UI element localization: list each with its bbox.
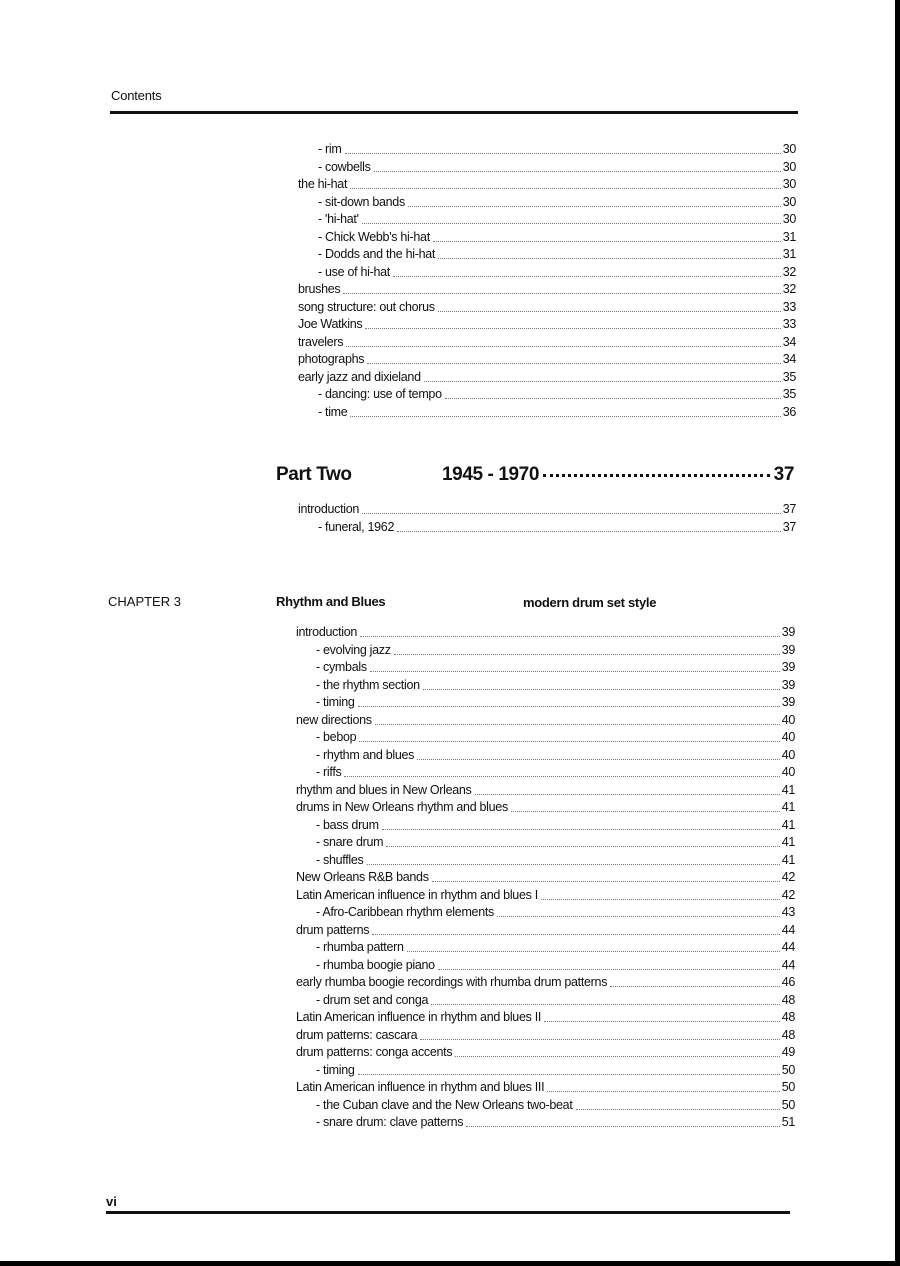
part-two-label: Part Two bbox=[276, 464, 352, 485]
toc-entry[interactable] bbox=[296, 783, 795, 801]
toc-entry[interactable] bbox=[296, 975, 795, 993]
toc-entry-title: New Orleans R&B bands bbox=[296, 870, 429, 884]
toc-entry[interactable] bbox=[296, 800, 795, 818]
part-two-page: 37 bbox=[773, 464, 794, 485]
toc-entry-page: 44 bbox=[781, 940, 795, 954]
toc-entry[interactable] bbox=[296, 678, 795, 696]
leader-dots bbox=[423, 689, 780, 690]
toc-entry-page: 35 bbox=[782, 369, 796, 384]
toc-entry[interactable] bbox=[296, 993, 795, 1011]
toc-entry-title: introduction bbox=[296, 625, 358, 639]
toc-entry-title: - the Cuban clave and the New Orleans two-beat bbox=[316, 1097, 573, 1112]
leader-dots bbox=[397, 531, 781, 532]
toc-entry-page: 30 bbox=[782, 142, 796, 156]
toc-entry-title: - rim bbox=[318, 142, 342, 156]
toc-entry-page: 46 bbox=[781, 975, 795, 989]
leader-dots bbox=[408, 206, 781, 207]
toc-entry[interactable] bbox=[296, 940, 795, 958]
toc-entry-title: - rhumba pattern bbox=[316, 940, 404, 954]
page-number: vi bbox=[106, 1194, 117, 1209]
chapter-title: Rhythm and Blues bbox=[276, 594, 386, 609]
toc-entry-page: 31 bbox=[782, 229, 796, 244]
leader-dots bbox=[374, 171, 781, 172]
toc-entry[interactable] bbox=[296, 1098, 795, 1116]
leader-dots bbox=[576, 1109, 780, 1110]
leader-dots bbox=[432, 881, 780, 882]
toc-entry[interactable] bbox=[298, 212, 796, 230]
leader-dots bbox=[394, 654, 780, 655]
toc-entry-title: - cymbals bbox=[316, 660, 367, 674]
toc-entry-title: drum patterns: cascara bbox=[296, 1027, 418, 1042]
scan-edge-right bbox=[895, 0, 900, 1266]
toc-entry-page: 36 bbox=[782, 404, 796, 419]
leader-dots bbox=[370, 671, 780, 672]
toc-entry-page: 50 bbox=[781, 1062, 795, 1077]
toc-entry-page: 44 bbox=[781, 922, 795, 937]
toc-entry[interactable] bbox=[298, 502, 796, 520]
toc-entry-title: - funeral, 1962 bbox=[318, 519, 395, 534]
toc-entry-title: new directions bbox=[296, 712, 372, 727]
running-head: Contents bbox=[111, 88, 162, 103]
toc-entry[interactable] bbox=[296, 1010, 795, 1028]
leader-dots bbox=[350, 188, 781, 189]
leader-dots bbox=[438, 311, 781, 312]
toc-entry[interactable] bbox=[298, 317, 796, 335]
leader-dots bbox=[393, 276, 781, 277]
toc-entry-page: 37 bbox=[782, 519, 796, 534]
toc-entry-page: 50 bbox=[781, 1097, 795, 1112]
leader-dots bbox=[358, 1074, 780, 1075]
toc-entry[interactable] bbox=[296, 818, 795, 836]
toc-entry-page: 35 bbox=[782, 387, 796, 401]
toc-entry-title: Latin American influence in rhythm and blues III bbox=[296, 1080, 545, 1094]
toc-entry-title: - timing bbox=[316, 1062, 355, 1077]
leader-dots bbox=[350, 416, 780, 417]
toc-entry-title: - snare drum: clave patterns bbox=[316, 1115, 464, 1129]
leader-dots bbox=[610, 986, 780, 987]
toc-entry[interactable] bbox=[296, 1028, 795, 1046]
toc-entry-title: drum patterns bbox=[296, 922, 370, 937]
toc-entry[interactable] bbox=[296, 1115, 795, 1133]
toc-entry-page: 49 bbox=[781, 1045, 795, 1059]
toc-entry[interactable] bbox=[298, 352, 796, 370]
toc-entry-page: 31 bbox=[782, 247, 796, 261]
toc-entry[interactable] bbox=[296, 905, 795, 923]
toc-entry[interactable] bbox=[296, 888, 795, 906]
toc-entry-page: 32 bbox=[782, 282, 796, 296]
toc-entry-title: early rhumba boogie recordings with rhumba drum patterns bbox=[296, 975, 608, 989]
toc-entry[interactable] bbox=[296, 958, 795, 976]
toc-entry-page: 40 bbox=[781, 730, 795, 744]
toc-entry-page: 42 bbox=[781, 870, 795, 884]
toc-entry-title: song structure: out chorus bbox=[298, 299, 435, 314]
leader-dots bbox=[438, 969, 780, 970]
toc-entry-page: 39 bbox=[781, 695, 795, 709]
toc-entry-page: 34 bbox=[782, 334, 796, 349]
toc-entry-page: 32 bbox=[782, 264, 796, 279]
chapter-label: CHAPTER 3 bbox=[108, 594, 181, 609]
toc-entry-title: the hi-hat bbox=[298, 177, 348, 191]
leader-dots bbox=[343, 293, 780, 294]
leader-dots bbox=[547, 1091, 779, 1092]
toc-entry[interactable] bbox=[298, 160, 796, 178]
toc-entry[interactable] bbox=[296, 748, 795, 766]
leader-dots bbox=[431, 1004, 780, 1005]
toc-entry-title: drum patterns: conga accents bbox=[296, 1045, 453, 1059]
toc-entry-title: - Chick Webb's hi-hat bbox=[318, 229, 430, 244]
toc-entry-title: Latin American influence in rhythm and blues II bbox=[296, 1010, 542, 1024]
toc-entry-title: brushes bbox=[298, 282, 341, 296]
part-two-years: 1945 - 1970 bbox=[442, 464, 540, 485]
toc-entry-title: - time bbox=[318, 404, 348, 419]
toc-entry-title: travelers bbox=[298, 334, 344, 349]
leader-dots bbox=[420, 1039, 779, 1040]
toc-entry[interactable] bbox=[298, 370, 796, 388]
toc-entry-title: - Afro-Caribbean rhythm elements bbox=[316, 905, 494, 919]
part-two-leader-dots bbox=[543, 474, 770, 477]
toc-entry-title: - rhumba boogie piano bbox=[316, 957, 435, 972]
toc-entry[interactable] bbox=[298, 230, 796, 248]
toc-entry[interactable] bbox=[298, 282, 796, 300]
toc-entry[interactable] bbox=[296, 695, 795, 713]
leader-dots bbox=[345, 153, 781, 154]
toc-entry-title: - timing bbox=[316, 695, 355, 709]
toc-entry-page: 40 bbox=[781, 765, 795, 779]
toc-entry[interactable] bbox=[296, 1080, 795, 1098]
toc-entry[interactable] bbox=[296, 853, 795, 871]
toc-entry[interactable] bbox=[298, 247, 796, 265]
toc-entry[interactable] bbox=[296, 923, 795, 941]
toc-entry[interactable] bbox=[296, 1063, 795, 1081]
toc-entry-page: 41 bbox=[781, 852, 795, 867]
toc-entry[interactable] bbox=[298, 195, 796, 213]
toc-entry-title: - 'hi-hat' bbox=[318, 212, 359, 226]
toc-entry-page: 41 bbox=[781, 835, 795, 849]
toc-entry-page: 30 bbox=[782, 177, 796, 191]
toc-entry-page: 30 bbox=[782, 212, 796, 226]
toc-entry-page: 48 bbox=[781, 1027, 795, 1042]
toc-entry-title: - bass drum bbox=[316, 817, 379, 832]
toc-entry-page: 37 bbox=[782, 502, 796, 516]
leader-dots bbox=[367, 363, 780, 364]
toc-section-top bbox=[298, 142, 796, 422]
toc-entry-page: 30 bbox=[782, 194, 796, 209]
toc-entry-page: 41 bbox=[781, 800, 795, 814]
toc-entry-page: 39 bbox=[781, 660, 795, 674]
toc-entry-title: - riffs bbox=[316, 765, 342, 779]
leader-dots bbox=[362, 223, 781, 224]
toc-entry[interactable] bbox=[296, 730, 795, 748]
toc-entry[interactable] bbox=[296, 1045, 795, 1063]
leader-dots bbox=[365, 328, 780, 329]
toc-entry-title: Joe Watkins bbox=[298, 317, 363, 331]
toc-entry[interactable] bbox=[298, 387, 796, 405]
leader-dots bbox=[362, 513, 781, 514]
toc-entry-page: 40 bbox=[781, 747, 795, 762]
toc-entry-page: 30 bbox=[782, 159, 796, 174]
leader-dots bbox=[511, 811, 780, 812]
toc-entry[interactable] bbox=[296, 713, 795, 731]
toc-entry-title: - dancing: use of tempo bbox=[318, 387, 442, 401]
toc-entry[interactable] bbox=[298, 177, 796, 195]
toc-entry-page: 44 bbox=[781, 957, 795, 972]
toc-entry-title: - rhythm and blues bbox=[316, 747, 415, 762]
leader-dots bbox=[372, 934, 779, 935]
leader-dots bbox=[541, 899, 780, 900]
toc-entry-title: Latin American influence in rhythm and blues I bbox=[296, 887, 538, 902]
leader-dots bbox=[346, 346, 780, 347]
leader-dots bbox=[375, 724, 780, 725]
toc-entry-title: - sit-down bands bbox=[318, 194, 405, 209]
leader-dots bbox=[433, 241, 781, 242]
footer-rule bbox=[106, 1211, 790, 1214]
toc-entry-title: - bebop bbox=[316, 730, 357, 744]
toc-entry[interactable] bbox=[296, 625, 795, 643]
toc-entry[interactable] bbox=[298, 265, 796, 283]
leader-dots bbox=[497, 916, 780, 917]
toc-entry[interactable] bbox=[298, 405, 796, 423]
toc-entry[interactable] bbox=[298, 142, 796, 160]
toc-entry-page: 40 bbox=[781, 712, 795, 727]
toc-entry-page: 39 bbox=[781, 677, 795, 692]
toc-entry[interactable] bbox=[296, 660, 795, 678]
leader-dots bbox=[386, 846, 779, 847]
toc-entry-title: - the rhythm section bbox=[316, 677, 420, 692]
toc-entry-title: - use of hi-hat bbox=[318, 264, 390, 279]
toc-entry-title: - Dodds and the hi-hat bbox=[318, 247, 436, 261]
scan-edge-bottom bbox=[0, 1261, 900, 1266]
toc-entry-page: 34 bbox=[782, 352, 796, 366]
leader-dots bbox=[382, 829, 780, 830]
toc-entry[interactable] bbox=[298, 300, 796, 318]
leader-dots bbox=[417, 759, 780, 760]
toc-entry-page: 50 bbox=[781, 1080, 795, 1094]
toc-chapter-3 bbox=[296, 625, 795, 1133]
toc-entry-page: 33 bbox=[782, 317, 796, 331]
toc-entry[interactable] bbox=[296, 870, 795, 888]
leader-dots bbox=[466, 1126, 779, 1127]
toc-entry-page: 51 bbox=[781, 1115, 795, 1129]
leader-dots bbox=[344, 776, 779, 777]
toc-entry-title: introduction bbox=[298, 502, 360, 516]
toc-entry-title: rhythm and blues in New Orleans bbox=[296, 782, 472, 797]
toc-entry[interactable] bbox=[296, 835, 795, 853]
toc-entry[interactable] bbox=[296, 765, 795, 783]
toc-entry-page: 42 bbox=[781, 887, 795, 902]
header-rule bbox=[110, 111, 798, 114]
toc-entry-title: drums in New Orleans rhythm and blues bbox=[296, 800, 508, 814]
chapter-subtitle: modern drum set style bbox=[523, 595, 657, 610]
toc-entry-page: 48 bbox=[781, 1010, 795, 1024]
part-two-heading[interactable] bbox=[442, 464, 794, 486]
toc-part-two bbox=[298, 502, 796, 537]
toc-entry-title: early jazz and dixieland bbox=[298, 369, 421, 384]
leader-dots bbox=[360, 636, 780, 637]
toc-entry-page: 33 bbox=[782, 299, 796, 314]
toc-entry-title: - shuffles bbox=[316, 852, 364, 867]
toc-entry-page: 39 bbox=[781, 642, 795, 657]
toc-entry[interactable] bbox=[296, 643, 795, 661]
leader-dots bbox=[424, 381, 781, 382]
toc-entry-title: - evolving jazz bbox=[316, 642, 391, 657]
toc-entry-title: - snare drum bbox=[316, 835, 384, 849]
leader-dots bbox=[455, 1056, 779, 1057]
toc-entry-title: photographs bbox=[298, 352, 365, 366]
leader-dots bbox=[445, 398, 781, 399]
toc-entry[interactable] bbox=[298, 335, 796, 353]
toc-entry[interactable] bbox=[298, 520, 796, 538]
leader-dots bbox=[358, 706, 780, 707]
toc-entry-title: - cowbells bbox=[318, 159, 371, 174]
toc-entry-page: 48 bbox=[781, 992, 795, 1007]
toc-entry-page: 41 bbox=[781, 782, 795, 797]
leader-dots bbox=[475, 794, 780, 795]
toc-entry-page: 41 bbox=[781, 817, 795, 832]
leader-dots bbox=[407, 951, 780, 952]
toc-entry-title: - drum set and conga bbox=[316, 992, 429, 1007]
leader-dots bbox=[359, 741, 779, 742]
leader-dots bbox=[438, 258, 781, 259]
toc-entry-page: 39 bbox=[781, 625, 795, 639]
leader-dots bbox=[367, 864, 780, 865]
leader-dots bbox=[544, 1021, 780, 1022]
toc-entry-page: 43 bbox=[781, 905, 795, 919]
